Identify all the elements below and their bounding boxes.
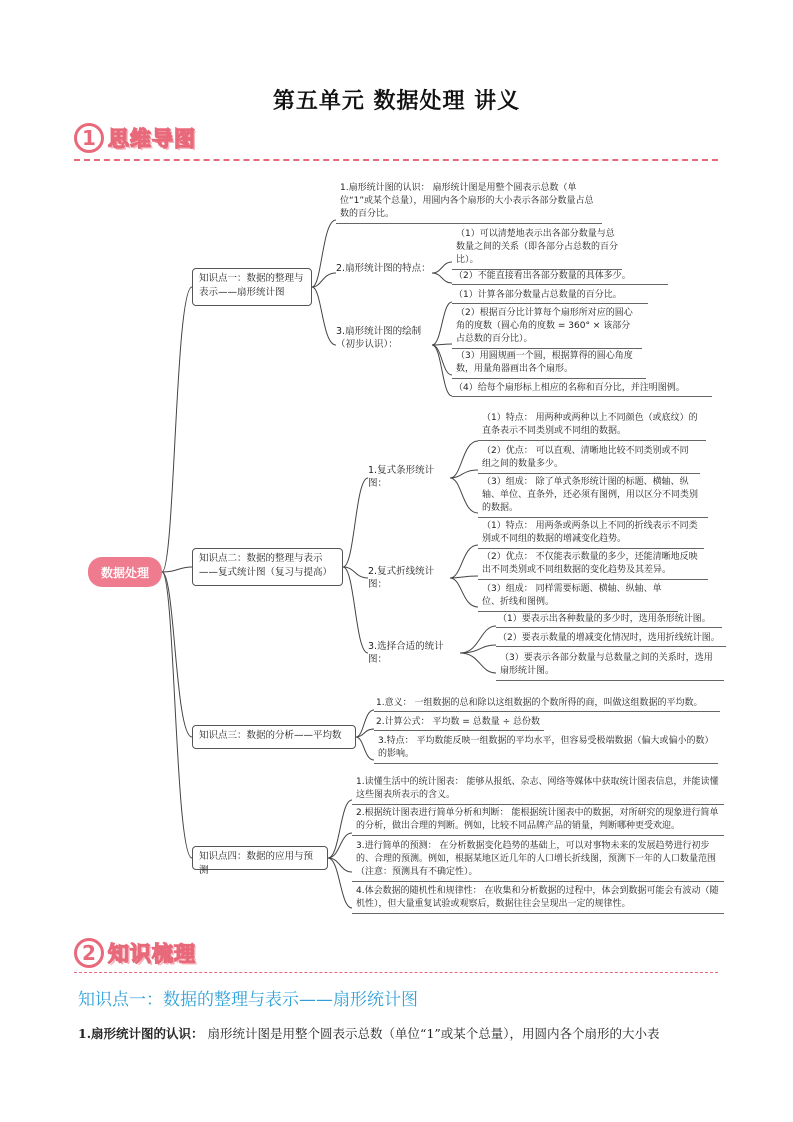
section-label: 知识梳理 xyxy=(108,942,196,966)
k2-b1-leaf-3: （3）组成： 除了单式条形统计图的标题、横轴、纵轴、单位、直条外，还必须有图例，用以区分不同类别的数据。 xyxy=(478,475,708,518)
k4-leaf-2: 2.根据统计图表进行简单分析和判断： 能根据统计图表中的数据，对所研究的现象进行简单的分析，做出合理的判断。例如，比较不同品牌产品的销量，判断哪种更受欢迎。 xyxy=(352,806,724,836)
section-label: 思维导图 xyxy=(108,127,196,151)
k4-leaf-4: 4.体会数据的随机性和规律性： 在收集和分析数据的过程中，体会到数据可能会有波动（随机性），但大量重复试验或观察后，数据往往会呈现出一定的规律性。 xyxy=(352,884,724,914)
mindmap-root: 数据处理 xyxy=(88,557,162,587)
k1-b2-leaf-2: （2）不能直接看出各部分数量的具体多少。 xyxy=(452,270,668,285)
section-number: 1 xyxy=(74,123,104,153)
k2-b3-leaf-1: （1）要表示出各种数量的多少时，选用条形统计图。 xyxy=(496,613,722,628)
body-term: 1.扇形统计图的认识： xyxy=(78,1026,204,1041)
section-divider xyxy=(74,972,718,973)
k1-b3-leaf-1: （1）计算各部分数量占总数量的百分比。 xyxy=(452,289,648,304)
knowledge-point-heading: 知识点一：数据的整理与表示——扇形统计图 xyxy=(78,990,418,1010)
k2-b2-leaf-3: （3）组成： 同样需要标题、横轴、纵轴、单位、折线和图例。 xyxy=(478,582,678,612)
section-number: 2 xyxy=(74,938,104,968)
k3-leaf-1: 1.意义： 一组数据的总和除以这组数据的个数所得的商，叫做这组数据的平均数。 xyxy=(374,697,720,712)
k1-branch-3-label: 3.扇形统计图的绘制（初步认识）： xyxy=(336,326,422,350)
k1-branch-2-label: 2.扇形统计图的特点： xyxy=(336,263,431,274)
k1-b2-leaf-1: （1）可以清楚地表示出各部分数量与总数量之间的关系（即各部分占总数的百分比）。 xyxy=(452,227,622,270)
k1-b3-leaf-4: （4）给每个扇形标上相应的名称和百分比，并注明图例。 xyxy=(452,382,712,397)
k1-b3-leaf-3: （3）用圆规画一个圆，根据算得的圆心角度数，用量角器画出各个扇形。 xyxy=(452,349,646,379)
page-title: 第五单元 数据处理 讲义 xyxy=(272,88,521,114)
topic-k3: 知识点三：数据的分析——平均数 xyxy=(192,725,356,749)
k2-branch-3-label: 3.选择合适的统计图： xyxy=(368,641,444,665)
k2-b2-leaf-1: （1）特点： 用两条或两条以上不同的折线表示不同类别或不同组的数据的增减变化趋势。 xyxy=(478,519,704,549)
k2-b1-leaf-2: （2）优点： 可以直观、清晰地比较不同类别或不同组之间的数量多少。 xyxy=(478,444,700,474)
k1-branch-1: 1.扇形统计图的认识： 扇形统计图是用整个圆表示总数（单位“1”或某个总量），用圆内各个扇形的大小表示各部分数量占总数的百分比。 xyxy=(336,181,602,224)
k3-leaf-2: 2.计算公式： 平均数 = 总数量 ÷ 总份数 xyxy=(374,716,544,731)
body-text: 扇形统计图是用整个圆表示总数（单位“1”或某个总量），用圆内各个扇形的大小表 xyxy=(207,1026,660,1041)
k3-leaf-3: 3.特点： 平均数能反映一组数据的平均水平，但容易受极端数据（偏大或偏小的数）的影响。 xyxy=(374,734,718,764)
topic-k1: 知识点一：数据的整理与表示——扇形统计图 xyxy=(192,268,312,306)
k2-b3-leaf-3: （3）要表示各部分数量与总数量之间的关系时，选用扇形统计图。 xyxy=(496,651,724,681)
topic-k2: 知识点二：数据的整理与表示——复式统计图（复习与提高） xyxy=(192,548,343,586)
k4-leaf-1: 1.读懂生活中的统计图表： 能够从报纸、杂志、网络等媒体中获取统计图表信息，并能读懂这些图表所表示的含义。 xyxy=(352,775,724,805)
section-header-knowledge xyxy=(74,936,196,970)
k2-branch-1-label: 1.复式条形统计图： xyxy=(368,465,435,489)
k4-leaf-3: 3.进行简单的预测： 在分析数据变化趋势的基础上，可以对事物未来的发展趋势进行初步的、合理的预测。例如，根据某地区近几年的人口增长折线图，预测下一年的人口数量范围（注意：预测具有不确定性）。 xyxy=(352,839,724,882)
k1-b3-leaf-2: （2）根据百分比计算每个扇形所对应的圆心角的度数（圆心角的度数 = 360° × 该部分占总数的百分比）。 xyxy=(452,306,642,349)
k2-b1-leaf-1: （1）特点： 用两种或两种以上不同颜色（或底纹）的直条表示不同类别或不同组的数据。 xyxy=(478,411,706,441)
k2-b2-leaf-2: （2）优点： 不仅能表示数量的多少，还能清晰地反映出不同类别或不同组数据的变化趋势及其差异。 xyxy=(478,550,708,580)
k2-b3-leaf-2: （2）要表示数量的增减变化情况时，选用折线统计图。 xyxy=(496,632,726,647)
topic-k4: 知识点四：数据的应用与预测 xyxy=(192,846,328,870)
body-paragraph xyxy=(78,1024,660,1042)
k2-branch-2-label: 2.复式折线统计图： xyxy=(368,566,435,590)
